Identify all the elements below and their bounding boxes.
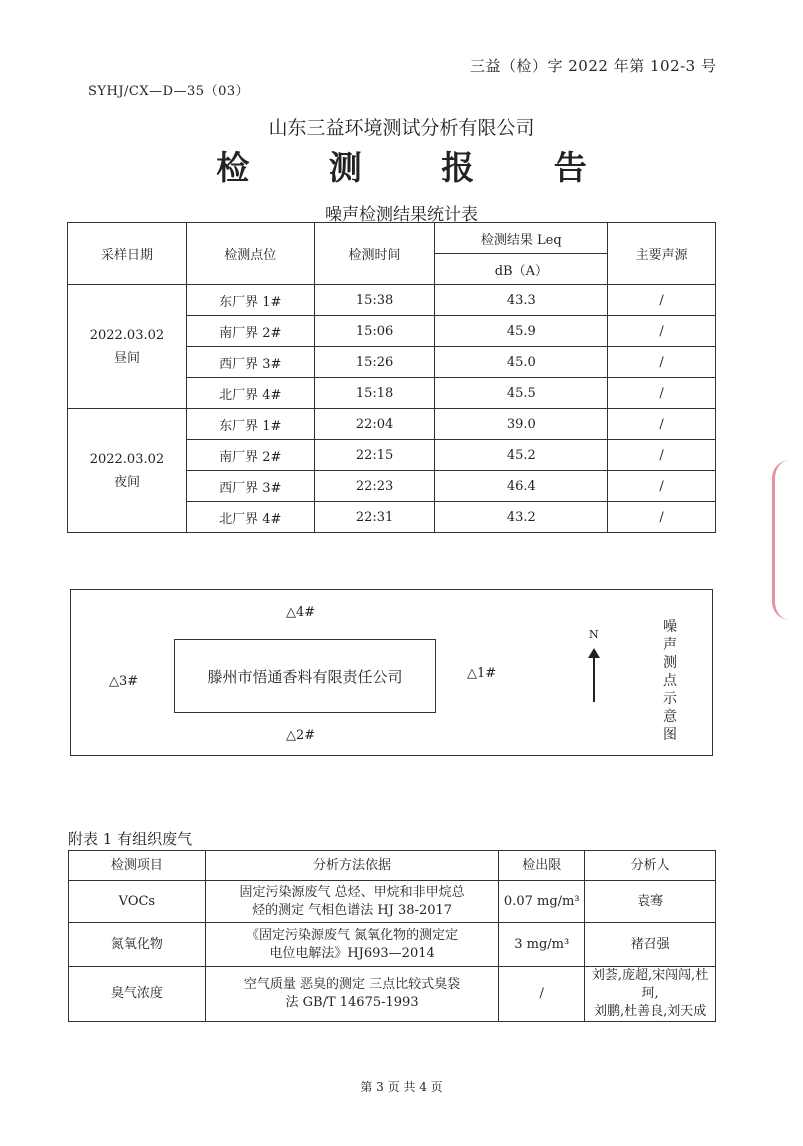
table-row (69, 923, 716, 967)
limit-cell: 0.07 mg/m³ (499, 881, 585, 923)
period-value: 夜间 (113, 474, 140, 490)
report-title: 检 测 报 告 (216, 148, 621, 187)
factory-building (174, 639, 436, 713)
item-cell: VOCs (69, 881, 206, 923)
time-cell: 15:06 (314, 316, 435, 347)
header-limit: 检出限 (499, 851, 585, 881)
source-cell: / (608, 378, 716, 409)
point-cell: 东厂界 1# (186, 409, 314, 440)
table-row (69, 967, 716, 1022)
table-header-row (69, 851, 716, 881)
header-item: 检测项目 (69, 851, 206, 881)
value-cell: 45.2 (435, 440, 608, 471)
item-cell: 臭气浓度 (69, 967, 206, 1022)
source-cell: / (608, 285, 716, 316)
value-cell: 45.5 (435, 378, 608, 409)
header-time: 检测时间 (314, 223, 435, 285)
point-south: △2# (286, 728, 316, 743)
header-result: 检测结果 Leq (435, 223, 608, 254)
analyst-cell: 褚召强 (585, 923, 716, 967)
time-cell: 15:26 (314, 347, 435, 378)
method-line: 烃的测定 气相色谱法 HJ 38-2017 (252, 902, 453, 918)
date-cell-day (68, 285, 187, 409)
point-east: △1# (467, 666, 497, 681)
source-cell: / (608, 471, 716, 502)
time-cell: 22:23 (314, 471, 435, 502)
table-row (68, 285, 716, 316)
period-value: 昼间 (113, 350, 140, 366)
limit-cell: 3 mg/m³ (499, 923, 585, 967)
value-cell: 43.3 (435, 285, 608, 316)
analyst-line: 刘荟,庞超,宋闯闯,杜珂, (591, 968, 709, 1001)
noise-point-diagram (70, 589, 713, 756)
time-cell: 15:38 (314, 285, 435, 316)
method-line: 《固定污染源废气 氮氧化物的测定定 (245, 927, 459, 943)
date-value: 2022.03.02 (89, 451, 165, 467)
report-number: 三益（检）字 2022 年第 102-3 号 (470, 57, 717, 75)
header-source: 主要声源 (608, 223, 716, 285)
table-row (68, 409, 716, 440)
north-label: N (589, 628, 599, 641)
time-cell: 22:15 (314, 440, 435, 471)
noise-table-title: 噪声检测结果统计表 (325, 205, 478, 225)
time-cell: 22:04 (314, 409, 435, 440)
source-cell: / (608, 502, 716, 533)
page-number: 第 3 页 共 4 页 (360, 1080, 443, 1094)
method-line: 空气质量 恶臭的测定 三点比较式臭袋 (243, 977, 461, 992)
date-value: 2022.03.02 (89, 327, 165, 343)
form-code: SYHJ/CX—D—35（03） (88, 84, 250, 99)
value-cell: 43.2 (435, 502, 608, 533)
date-cell-night (68, 409, 187, 533)
diagram-caption: 噪声测点示意图 (663, 619, 677, 743)
method-cell (205, 967, 499, 1022)
noise-results-table (67, 222, 716, 533)
factory-name: 滕州市悟通香料有限责任公司 (207, 667, 403, 686)
analyst-line: 刘鹏,杜善良,刘天成 (593, 1004, 707, 1019)
point-cell: 南厂界 2# (186, 316, 314, 347)
header-unit: dB（A） (435, 254, 608, 285)
source-cell: / (608, 409, 716, 440)
time-cell: 22:31 (314, 502, 435, 533)
item-cell: 氮氧化物 (69, 923, 206, 967)
value-cell: 39.0 (435, 409, 608, 440)
method-line: 法 GB/T 14675-1993 (285, 995, 419, 1010)
method-line: 电位电解法》HJ693—2014 (269, 945, 435, 961)
source-cell: / (608, 440, 716, 471)
north-arrow-shaft (593, 656, 595, 702)
point-cell: 西厂界 3# (186, 347, 314, 378)
company-name: 山东三益环境测试分析有限公司 (268, 117, 535, 139)
analyst-cell: 袁骞 (585, 881, 716, 923)
limit-cell: / (499, 967, 585, 1022)
header-date: 采样日期 (68, 223, 187, 285)
value-cell: 45.0 (435, 347, 608, 378)
source-cell: / (608, 347, 716, 378)
seal-stamp-edge (772, 460, 803, 620)
value-cell: 45.9 (435, 316, 608, 347)
point-cell: 北厂界 4# (186, 502, 314, 533)
exhaust-gas-table (68, 850, 716, 1022)
point-north: △4# (286, 605, 316, 620)
point-cell: 南厂界 2# (186, 440, 314, 471)
time-cell: 15:18 (314, 378, 435, 409)
method-cell (205, 923, 499, 967)
source-cell: / (608, 316, 716, 347)
header-point: 检测点位 (186, 223, 314, 285)
method-line: 固定污染源废气 总烃、甲烷和非甲烷总 (239, 884, 465, 900)
table-row (69, 881, 716, 923)
value-cell: 46.4 (435, 471, 608, 502)
method-cell (205, 881, 499, 923)
point-cell: 北厂界 4# (186, 378, 314, 409)
header-method: 分析方法依据 (205, 851, 499, 881)
point-cell: 西厂界 3# (186, 471, 314, 502)
appendix-label: 附表 1 有组织废气 (68, 830, 193, 848)
point-cell: 东厂界 1# (186, 285, 314, 316)
header-analyst: 分析人 (585, 851, 716, 881)
point-west: △3# (109, 674, 139, 689)
analyst-cell (585, 967, 716, 1022)
